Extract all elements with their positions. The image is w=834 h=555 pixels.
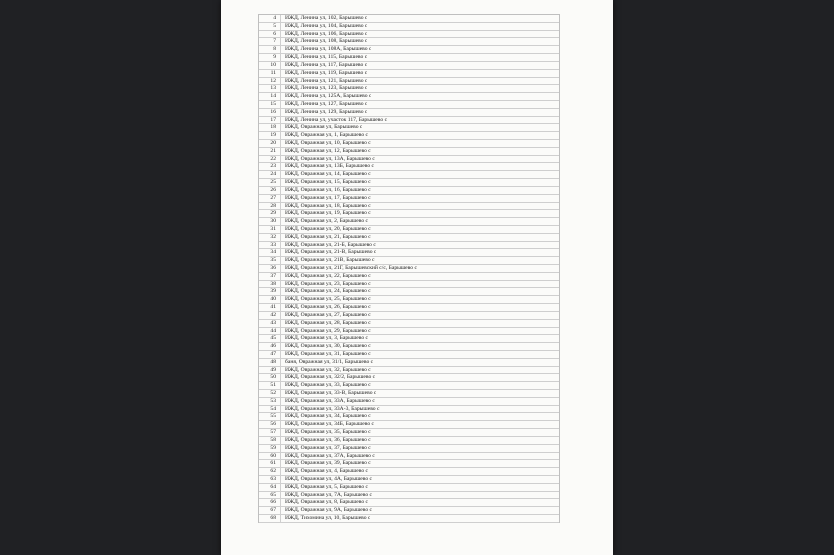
row-number: 5 xyxy=(259,23,281,30)
row-address: ИЖД, Овражная ул, 3, Барышево с xyxy=(285,335,368,342)
row-address: ИЖД, Овражная ул, 29, Барышево с xyxy=(285,327,371,334)
table-row xyxy=(259,257,559,265)
row-address: ИЖД, Овражная ул, 19, Барышево с xyxy=(285,210,371,217)
row-address: ИЖД, Ленина ул, 129, Барышево с xyxy=(285,108,368,115)
table-row xyxy=(259,226,559,234)
row-address: ИЖД, Ленина ул, 108А, Барышево с xyxy=(285,46,372,53)
row-number: 21 xyxy=(259,148,281,155)
row-number: 49 xyxy=(259,367,281,374)
table-row xyxy=(259,179,559,187)
row-address: ИЖД, Овражная ул, 33А-3, Барышево с xyxy=(285,405,380,412)
table-row xyxy=(259,78,559,86)
table-row xyxy=(259,234,559,242)
row-number: 61 xyxy=(259,460,281,467)
row-address: ИЖД, Овражная ул, 8, Барышево с xyxy=(285,499,368,506)
table-row xyxy=(259,156,559,164)
table-row xyxy=(259,382,559,390)
table-row xyxy=(259,320,559,328)
table-row xyxy=(259,398,559,406)
table-row xyxy=(259,242,559,250)
table-row xyxy=(259,499,559,507)
row-number: 14 xyxy=(259,93,281,100)
row-number: 16 xyxy=(259,109,281,116)
row-number: 56 xyxy=(259,421,281,428)
table-row xyxy=(259,413,559,421)
row-number: 24 xyxy=(259,171,281,178)
row-address: ИЖД, Овражная ул, 30, Барышево с xyxy=(285,343,371,350)
table-row xyxy=(259,132,559,140)
row-number: 13 xyxy=(259,85,281,92)
row-number: 26 xyxy=(259,187,281,194)
row-number: 7 xyxy=(259,38,281,45)
row-number: 47 xyxy=(259,351,281,358)
row-number: 32 xyxy=(259,234,281,241)
table-row xyxy=(259,351,559,359)
row-address: ИЖД, Овражная ул, 21, Барышево с xyxy=(285,233,371,240)
table-row xyxy=(259,101,559,109)
row-number: 4 xyxy=(259,15,281,22)
table-row xyxy=(259,23,559,31)
row-address: ИЖД, Ленина ул, 102, Барышево с xyxy=(285,15,368,21)
row-address: ИЖД, Овражная ул, 37, Барышево с xyxy=(285,444,371,451)
row-number: 66 xyxy=(259,499,281,506)
row-address: ИЖД, Ленина ул, 121, Барышево с xyxy=(285,77,368,84)
row-number: 65 xyxy=(259,492,281,499)
row-address: ИЖД, Овражная ул, 32/2, Барышево с xyxy=(285,374,376,381)
table-row xyxy=(259,93,559,101)
row-address: ИЖД, Овражная ул, 9А, Барышево с xyxy=(285,507,373,514)
row-number: 68 xyxy=(259,515,281,522)
row-address: ИЖД, Овражная ул, 25, Барышево с xyxy=(285,296,371,303)
row-address: ИЖД, Ленина ул, 119, Барышево с xyxy=(285,69,368,76)
row-address: ИЖД, Тихомина ул, 10, Барышево с xyxy=(285,515,371,521)
table-row xyxy=(259,515,559,523)
row-address: ИЖД, Ленина ул, участок 117, Барышево с xyxy=(285,116,388,123)
row-number: 42 xyxy=(259,312,281,319)
table-row xyxy=(259,124,559,132)
row-number: 44 xyxy=(259,328,281,335)
row-number: 54 xyxy=(259,406,281,413)
table-row xyxy=(259,203,559,211)
table-row xyxy=(259,484,559,492)
row-number: 15 xyxy=(259,101,281,108)
row-number: 64 xyxy=(259,484,281,491)
row-number: 59 xyxy=(259,445,281,452)
row-number: 28 xyxy=(259,203,281,210)
row-address: ИЖД, Ленина ул, 125А, Барышево с xyxy=(285,93,372,100)
row-address: ИЖД, Овражная ул, 28, Барышево с xyxy=(285,319,371,326)
row-address: ИЖД, Овражная ул, 4, Барышево с xyxy=(285,468,368,475)
table-row xyxy=(259,296,559,304)
row-address: ИЖД, Ленина ул, 106, Барышево с xyxy=(285,30,368,37)
row-number: 58 xyxy=(259,437,281,444)
row-address: ИЖД, Овражная ул, 21-Б, Барышево с xyxy=(285,241,376,248)
row-address: ИЖД, Овражная ул, 21Г, Барышевский с/с, Барышево с xyxy=(285,265,417,271)
row-number: 37 xyxy=(259,273,281,280)
row-address: ИЖД, Овражная ул, 17, Барышево с xyxy=(285,194,371,201)
row-number: 55 xyxy=(259,413,281,420)
row-address: ИЖД, Овражная ул, 13Б, Барышево с xyxy=(285,163,374,170)
table-row xyxy=(259,31,559,39)
table-row xyxy=(259,328,559,336)
table-row xyxy=(259,70,559,78)
table-row xyxy=(259,421,559,429)
row-number: 20 xyxy=(259,140,281,147)
table-row xyxy=(259,288,559,296)
row-number: 63 xyxy=(259,476,281,483)
table-row xyxy=(259,507,559,515)
row-number: 48 xyxy=(259,359,281,366)
row-address: ИЖД, Ленина ул, 115, Барышево с xyxy=(285,54,368,61)
table-row xyxy=(259,187,559,195)
row-number: 46 xyxy=(259,343,281,350)
row-number: 38 xyxy=(259,281,281,288)
table-row xyxy=(259,367,559,375)
row-number: 62 xyxy=(259,468,281,475)
row-address: ИЖД, Овражная ул, 22, Барышево с xyxy=(285,272,371,279)
row-address: ИЖД, Овражная ул, 21-В, Барышево с xyxy=(285,249,377,256)
address-table xyxy=(258,14,560,523)
row-address: ИЖД, Овражная ул, 18, Барышево с xyxy=(285,202,371,209)
row-address: ИЖД, Овражная ул, 7А, Барышево с xyxy=(285,491,373,498)
table-row xyxy=(259,304,559,312)
row-address: ИЖД, Овражная ул, 5, Барышево с xyxy=(285,483,368,490)
row-address: ИЖД, Овражная ул, 24, Барышево с xyxy=(285,288,371,295)
table-row xyxy=(259,445,559,453)
row-address: ИЖД, Овражная ул, 39, Барышево с xyxy=(285,460,371,467)
row-address: ИЖД, Овражная ул, 20, Барышево с xyxy=(285,225,371,232)
table-row xyxy=(259,273,559,281)
table-row xyxy=(259,460,559,468)
table-row xyxy=(259,343,559,351)
row-number: 25 xyxy=(259,179,281,186)
table-row xyxy=(259,38,559,46)
row-address: ИЖД, Овражная ул, 35, Барышево с xyxy=(285,429,371,436)
table-row xyxy=(259,429,559,437)
row-number: 36 xyxy=(259,265,281,272)
row-number: 29 xyxy=(259,210,281,217)
row-address: ИЖД, Овражная ул, 23, Барышево с xyxy=(285,280,371,287)
row-address: ИЖД, Ленина ул, 104, Барышево с xyxy=(285,22,368,29)
table-row xyxy=(259,46,559,54)
row-address: ИЖД, Овражная ул, 12, Барышево с xyxy=(285,147,371,154)
row-address: ИЖД, Ленина ул, 127, Барышево с xyxy=(285,100,368,107)
row-address: ИЖД, Овражная ул, 2, Барышево с xyxy=(285,218,368,225)
row-address: ИЖД, Овражная ул, 34, Барышево с xyxy=(285,413,371,420)
row-number: 19 xyxy=(259,132,281,139)
row-number: 12 xyxy=(259,78,281,85)
table-row xyxy=(259,359,559,367)
table-row xyxy=(259,374,559,382)
row-address: ИЖД, Овражная ул, 13А, Барышево с xyxy=(285,155,375,162)
row-number: 57 xyxy=(259,429,281,436)
table-row xyxy=(259,171,559,179)
row-number: 23 xyxy=(259,163,281,170)
row-address: ИЖД, Овражная ул, 1, Барышево с xyxy=(285,132,368,139)
row-number: 18 xyxy=(259,124,281,131)
table-row xyxy=(259,85,559,93)
row-address: ИЖД, Овражная ул, 36, Барышево с xyxy=(285,436,371,443)
row-number: 41 xyxy=(259,304,281,311)
row-number: 27 xyxy=(259,195,281,202)
row-address: ИЖД, Овражная ул, 34Б, Барышево с xyxy=(285,421,374,428)
row-number: 45 xyxy=(259,335,281,342)
table-row xyxy=(259,218,559,226)
row-number: 22 xyxy=(259,156,281,163)
row-number: 67 xyxy=(259,507,281,514)
row-number: 6 xyxy=(259,31,281,38)
row-number: 9 xyxy=(259,54,281,61)
row-address: ИЖД, Овражная ул, 10, Барышево с xyxy=(285,140,371,146)
row-number: 31 xyxy=(259,226,281,233)
row-number: 50 xyxy=(259,374,281,381)
table-row xyxy=(259,163,559,171)
row-number: 60 xyxy=(259,453,281,460)
table-row xyxy=(259,492,559,500)
table-row xyxy=(259,406,559,414)
row-address: ИЖД, Овражная ул, 32, Барышево с xyxy=(285,366,371,373)
row-address: ИЖД, Овражная ул, 33-В, Барышево с xyxy=(285,390,377,396)
row-number: 51 xyxy=(259,382,281,389)
row-address: ИЖД, Овражная ул, 33, Барышево с xyxy=(285,382,371,389)
row-address: ИЖД, Овражная ул, 37А, Барышево с xyxy=(285,452,375,459)
row-address: ИЖД, Овражная ул, 16, Барышево с xyxy=(285,186,371,193)
table-row xyxy=(259,476,559,484)
row-number: 52 xyxy=(259,390,281,397)
table-row xyxy=(259,140,559,148)
row-number: 40 xyxy=(259,296,281,303)
table-row xyxy=(259,148,559,156)
row-address: баня, Овражная ул, 31/1, Барышево с xyxy=(285,358,374,365)
row-address: ИЖД, Овражная ул, 14, Барышево с xyxy=(285,171,371,178)
table-row xyxy=(259,335,559,343)
row-address: ИЖД, Овражная ул, 33А, Барышево с xyxy=(285,397,375,404)
row-address: ИЖД, Овражная ул, Барышево с xyxy=(285,124,363,131)
row-number: 10 xyxy=(259,62,281,69)
table-row xyxy=(259,249,559,257)
row-address: ИЖД, Ленина ул, 123, Барышево с xyxy=(285,85,368,92)
row-number: 34 xyxy=(259,249,281,256)
table-row xyxy=(259,437,559,445)
table-row xyxy=(259,109,559,117)
row-address: ИЖД, Овражная ул, 31, Барышево с xyxy=(285,350,371,357)
row-address: ИЖД, Овражная ул, 26, Барышево с xyxy=(285,304,371,311)
row-number: 35 xyxy=(259,257,281,264)
row-address: ИЖД, Овражная ул, 15, Барышево с xyxy=(285,179,371,186)
row-address: ИЖД, Овражная ул, 21В, Барышево с xyxy=(285,257,375,264)
table-row xyxy=(259,265,559,273)
table-row xyxy=(259,210,559,218)
table-row xyxy=(259,15,559,23)
row-address: ИЖД, Ленина ул, 108, Барышево с xyxy=(285,38,368,45)
row-number: 53 xyxy=(259,398,281,405)
table-row xyxy=(259,468,559,476)
row-number: 17 xyxy=(259,117,281,124)
row-number: 39 xyxy=(259,288,281,295)
row-address: ИЖД, Овражная ул, 4А, Барышево с xyxy=(285,475,373,482)
row-address: ИЖД, Ленина ул, 117, Барышево с xyxy=(285,61,368,68)
table-row xyxy=(259,117,559,125)
table-row xyxy=(259,312,559,320)
table-row xyxy=(259,62,559,70)
table-row xyxy=(259,281,559,289)
row-number: 30 xyxy=(259,218,281,225)
table-row xyxy=(259,390,559,398)
row-number: 43 xyxy=(259,320,281,327)
row-address: ИЖД, Овражная ул, 27, Барышево с xyxy=(285,311,371,318)
row-number: 8 xyxy=(259,46,281,53)
row-number: 33 xyxy=(259,242,281,249)
table-row xyxy=(259,453,559,461)
row-number: 11 xyxy=(259,70,281,77)
table-row xyxy=(259,195,559,203)
table-row xyxy=(259,54,559,62)
